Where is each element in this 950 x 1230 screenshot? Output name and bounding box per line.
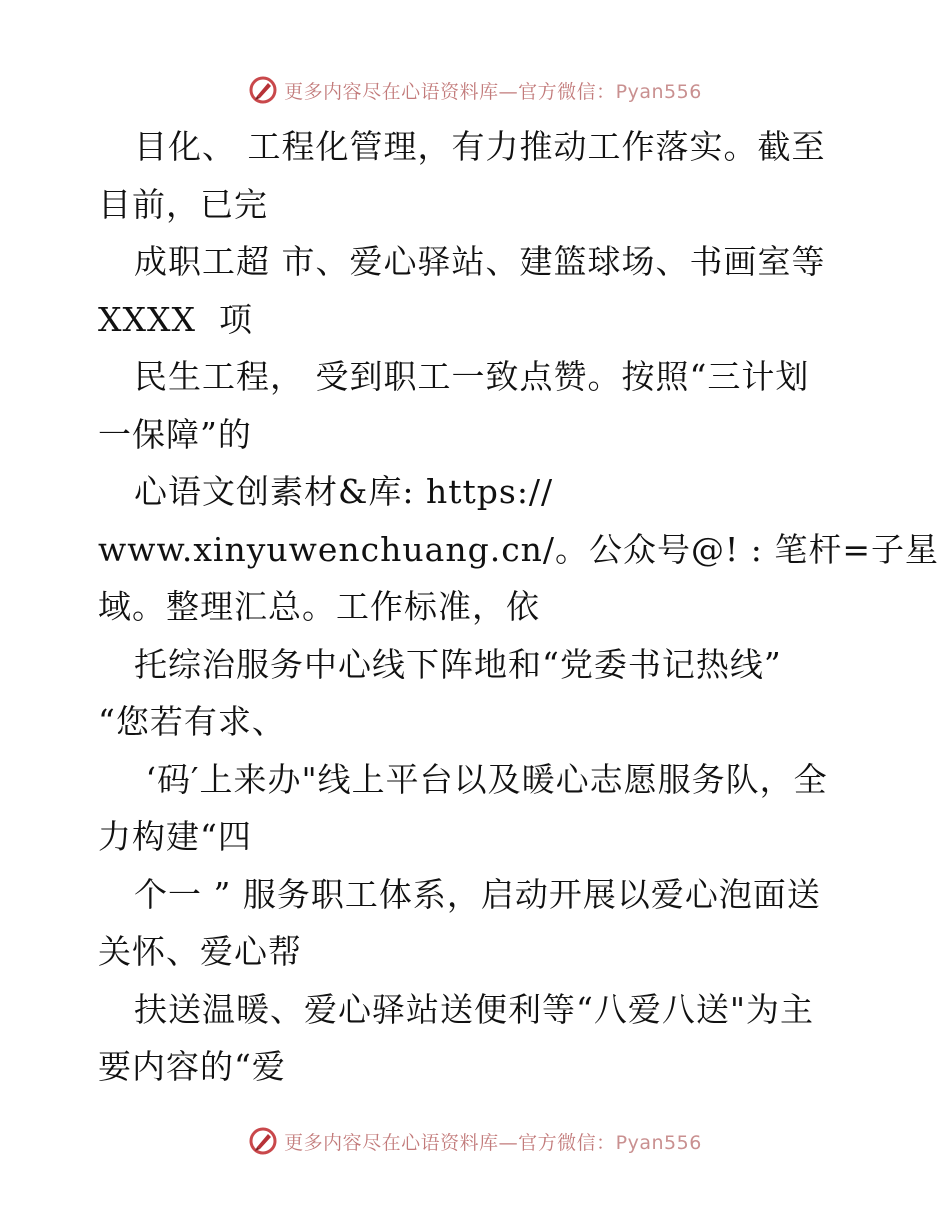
- header-wechat-id: Pyan556: [615, 80, 702, 103]
- text-line: 民生工程， 受到职工一致点赞。按照“三计划: [134, 357, 810, 396]
- document-body: [98, 118, 940, 1096]
- footer-banner-text: 更多内容尽在心语资料库—官方微信：Pyan556: [284, 1131, 702, 1154]
- text-line: 托综治服务中心线下阵地和“党委书记热线”: [134, 644, 782, 684]
- quill-pen-logo-icon: [248, 1126, 278, 1156]
- footer-wechat-id: Pyan556: [615, 1131, 702, 1154]
- quill-pen-logo-icon: [248, 75, 278, 105]
- header-banner: [0, 70, 950, 110]
- text-line: www.xinyuwenchuang.cn/。公众号@! : 笔杆=子星: [98, 529, 940, 569]
- text-line: 一保障”的: [98, 414, 252, 454]
- text-line: 个一 ” 服务职工体系，启动开展以爱心泡面送: [134, 874, 821, 914]
- text-line: ‘码′上来办"线上平台以及暖心志愿服务队，全: [134, 759, 828, 799]
- text-line: 关怀、爱心帮: [98, 932, 302, 971]
- text-line: XXXX 项: [98, 299, 253, 339]
- footer-banner: [0, 1121, 950, 1161]
- text-line: 力构建“四: [98, 817, 252, 856]
- header-banner-text: 更多内容尽在心语资料库—官方微信：Pyan556: [284, 80, 702, 103]
- text-line: 目前，已完: [98, 184, 268, 224]
- text-line: 要内容的“爱: [98, 1047, 286, 1086]
- text-line: 域。整理汇总。工作标准，依: [98, 587, 540, 626]
- text-line: “您若有求、: [98, 702, 286, 741]
- text-line: 成职工超 市、爱心驿站、建篮球场、书画室等: [134, 242, 826, 281]
- text-line: 目化、 工程化管理，有力推动工作落实。截至: [134, 127, 826, 166]
- text-line: 扶送温暖、爱心驿站送便利等“八爱八送"为主: [134, 989, 815, 1029]
- text-line: 心语文创素材&库: https://: [134, 472, 554, 511]
